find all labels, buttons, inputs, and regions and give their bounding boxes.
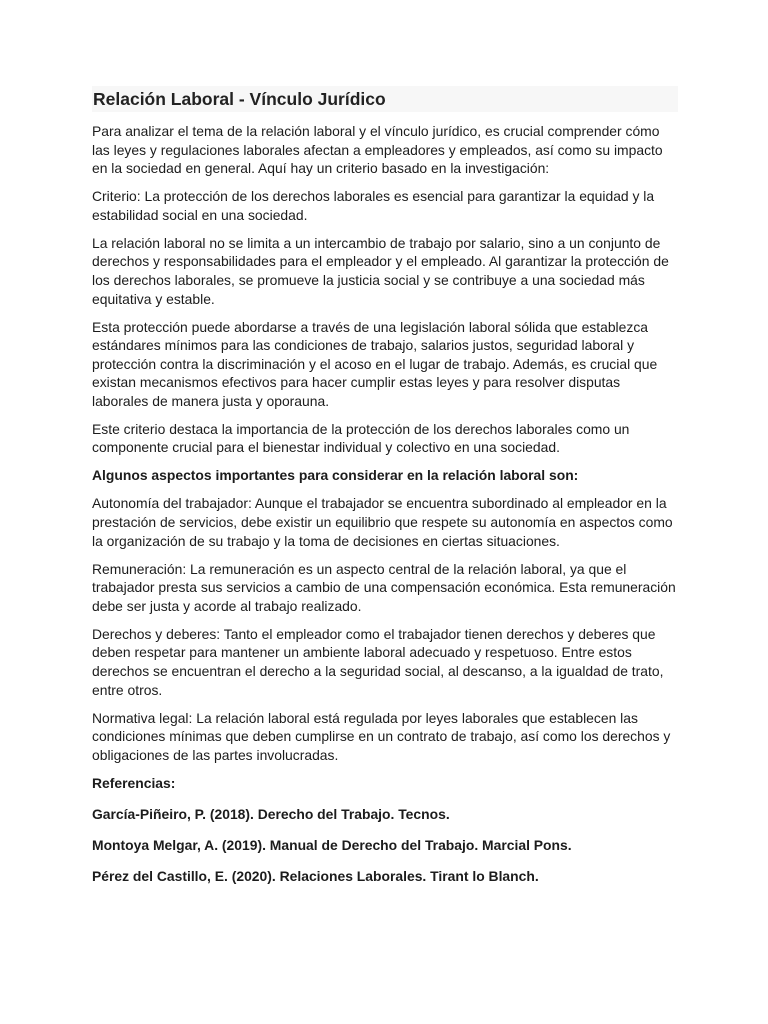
aspect-item: Autonomía del trabajador: Aunque el trabajador se encuentra subordinado al empleador en la prestación de servicios, debe existir un equilibrio que respete su autonomía en aspectos como la organización de su trabajo y la toma de decisiones en ciertas situaciones. [92, 495, 673, 549]
body-paragraph: La relación laboral no se limita a un intercambio de trabajo por salario, sino a un conjunto de derechos y responsabilidades para el empleador y el empleado. Al garantizar la protección de los derechos laborales, se promueve la justicia social y se contribuye a una sociedad más equitativa y estable. [92, 234, 669, 307]
document-body [92, 122, 678, 885]
aspect-item: Remuneración: La remuneración es un aspecto central de la relación laboral, ya que el trabajador presta sus servicios a cambio de una compensación económica. Esta remuneración debe ser justa y acorde al trabajo realizado. [92, 560, 676, 614]
reference-item: García-Piñeiro, P. (2018). Derecho del Trabajo. Tecnos. [92, 805, 450, 822]
aspects-heading: Algunos aspectos importantes para considerar en la relación laboral son: [92, 467, 579, 484]
criterion-paragraph: Criterio: La protección de los derechos laborales es esencial para garantizar la equidad y la estabilidad social en una sociedad. [92, 188, 655, 223]
reference-item: Pérez del Castillo, E. (2020). Relaciones Laborales. Tirant lo Blanch. [92, 867, 539, 884]
intro-paragraph: Para analizar el tema de la relación laboral y el vínculo jurídico, es crucial comprender cómo las leyes y regulaciones laborales afectan a empleadores y empleados, así como su impacto en la sociedad en general. Aquí hay un criterio basado en la investigación: [92, 123, 663, 177]
title-bar [92, 86, 678, 112]
references-heading: Referencias: [92, 774, 176, 791]
body-paragraph: Esta protección puede abordarse a través de una legislación laboral sólida que establezca estándares mínimos para las condiciones de trabajo, salarios justos, seguridad laboral y protección contra la discriminación y el acoso en el lugar de trabajo. Además, es crucial que existan mecanismos efectivos para hacer cumplir estas leyes y para resolver disputas laborales de manera justa y oporauna. [92, 318, 658, 409]
body-paragraph: Este criterio destaca la importancia de la protección de los derechos laborales como un componente crucial para el bienestar individual y colectivo en una sociedad. [92, 420, 630, 456]
reference-item: Montoya Melgar, A. (2019). Manual de Derecho del Trabajo. Marcial Pons. [92, 836, 572, 853]
aspect-item: Derechos y deberes: Tanto el empleador como el trabajador tienen derechos y deberes que deben respetar para mantener un ambiente laboral adecuado y respetuoso. Entre estos derechos se encuentran el derecho a la seguridad social, al descanso, a la igualdad de trato, entre otros. [92, 625, 664, 698]
document-page [92, 86, 678, 898]
aspect-item: Normativa legal: La relación laboral está regulada por leyes laborales que establecen las condiciones mínimas que deben cumplirse en un contrato de trabajo, así como los derechos y obligaciones de las partes involucradas. [92, 709, 671, 763]
document-title: Relación Laboral - Vínculo Jurídico [93, 89, 386, 109]
